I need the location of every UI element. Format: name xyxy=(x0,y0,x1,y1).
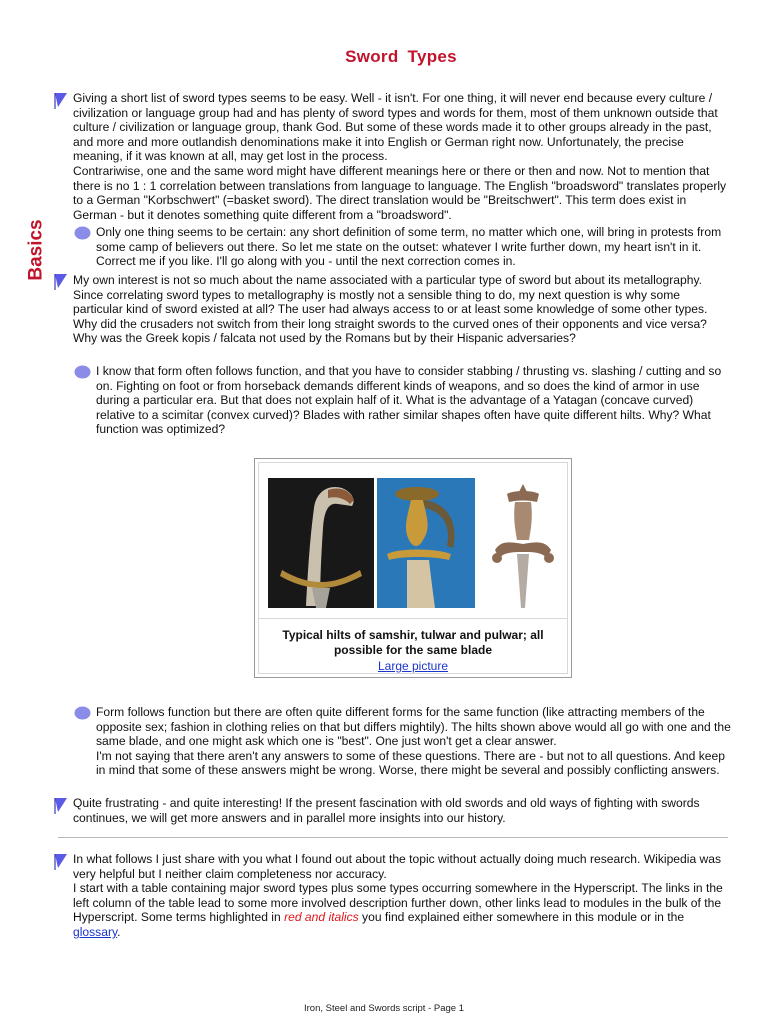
form-paragraph xyxy=(96,705,733,778)
page-title: Sword Types xyxy=(345,47,457,66)
blue-flag-icon xyxy=(53,272,69,290)
frustrating-paragraph xyxy=(73,796,733,825)
table-intro-part-2: you find explained either somewhere in this module or in the xyxy=(358,910,685,925)
sidebar-label-text: Basics xyxy=(25,219,47,281)
function-text: I know that form often follows function, and that you have to consider stabbing / thrusting vs. slashing / cutting and so on. Fighting on foot or from horseback demands different kinds of weapons, and so does the kind of armor in use during a particular era. But that does not explain half of it. What is the advantage of a Yatagan (concave curved) relative to a scimitar (convex curved)? Blades with rather similar shapes often have quite different hilts. Why? What function was optimized? xyxy=(96,364,722,437)
glossary-link[interactable]: glossary xyxy=(73,924,118,939)
blue-flag-icon xyxy=(53,796,69,814)
pulwar-hilt-image[interactable] xyxy=(481,478,565,608)
table-intro-text xyxy=(73,881,733,939)
section-divider xyxy=(58,837,728,838)
page-footer: Iron, Steel and Swords script - Page 1 xyxy=(304,1003,464,1014)
what-follows-text: In what follows I just share with you what I found out about the topic without actually doing much research. Wikipedia was very helpful but I neither claim completeness nor accuracy. xyxy=(73,852,722,881)
tulwar-hilt-image[interactable] xyxy=(377,478,475,608)
intro-paragraph xyxy=(73,91,733,222)
function-paragraph xyxy=(96,364,733,437)
blue-flag-icon xyxy=(53,91,69,109)
form-text-2: I'm not saying that there aren't any answers to some of these questions. There are - but not to all questions. And keep in mind that some of these answers might be wrong. Worse, there might be several and possibly conflicting answers. xyxy=(96,748,725,778)
certainty-paragraph xyxy=(96,225,733,269)
figure-caption: Typical hilts of samshir, tulwar and pulwar; all possible for the same blade xyxy=(282,628,544,657)
form-text-1: Form follows function but there are often quite different forms for the same function (like attracting members of the opposite sex; fashion in clothing relies on that but differs mightily). The hilts shown above would all go with one and the same blade, and one might ask which one is "best". One just won't get a clear answer. xyxy=(96,705,731,749)
certainty-text: Only one thing seems to be certain: any short definition of some term, no matter which one, will bring in protests from some camp of believers out there. So let me state on the outset: whatever I write further down, my heart isn't in it. Correct me if you like. I'll go along with you - until the next correction comes in. xyxy=(96,225,722,269)
what-follows-paragraph xyxy=(73,852,733,940)
lavender-dot-icon xyxy=(74,706,91,720)
hilts-figure xyxy=(254,458,572,678)
metallography-text: My own interest is not so much about the name associated with a particular type of sword but about its metallography. Since correlating sword types to metallography is mostly not a sensible thing to do, my next question is why some particular kind of sword existed at all? The user had always access to or at least some knowledge of some other types. Why did the crusaders not switch from their long straight swords to the curved ones of their opponents and vice versa? Why was the Greek kopis / falcata not used by the Romans but by their Hispanic adversaries? xyxy=(73,273,708,346)
intro-text-2: Contrariwise, one and the same word might have different meanings here or there or then and now. Not to mention that there is no 1 : 1 correlation between translations from language to language. The English "broadsword" translates properly to a German "Korbschwert" (=basket sword). The direct translation would be "Breitschwert". This term does exist in German - but it denotes something quite different from a "broadsword". xyxy=(73,163,727,222)
blue-flag-icon xyxy=(53,852,69,870)
samshir-hilt-image[interactable] xyxy=(268,478,374,608)
lavender-dot-icon xyxy=(74,226,91,240)
table-intro-end: . xyxy=(117,924,121,939)
figure-divider xyxy=(259,618,567,619)
frustrating-text: Quite frustrating - and quite interesting! If the present fascination with old swords and old ways of fighting with swords continues, we will get more answers and in parallel more insights into our history. xyxy=(73,796,700,825)
metallography-paragraph xyxy=(73,273,733,346)
large-picture-link[interactable]: Large picture xyxy=(377,659,449,673)
figure-frame xyxy=(258,462,568,674)
lavender-dot-icon xyxy=(74,365,91,379)
table-intro-part-1: I start with a table containing major sword types plus some types occurring somewhere in the Hyperscript. The links in the left column of the table lead to some more involved description further down, other links lead to modules in the bulk of the Hyperscript. Some terms highlighted in xyxy=(73,881,723,925)
red-italics-sample: red and italics xyxy=(284,910,359,925)
intro-text-1: Giving a short list of sword types seems to be easy. Well - it isn't. For one thing, it will never end because every culture / civilization or language group had and has plenty of sword types and words for them, most of them unknown outside that culture / civilization or language group, thank God. But some of these words made it to other groups already in the past, and more and more outlandish denominations make it into English or German right now. Unfortunately, the precise meaning, if it was known at all, may get lost in the process. xyxy=(73,91,718,164)
sidebar-basics-label xyxy=(22,212,52,288)
